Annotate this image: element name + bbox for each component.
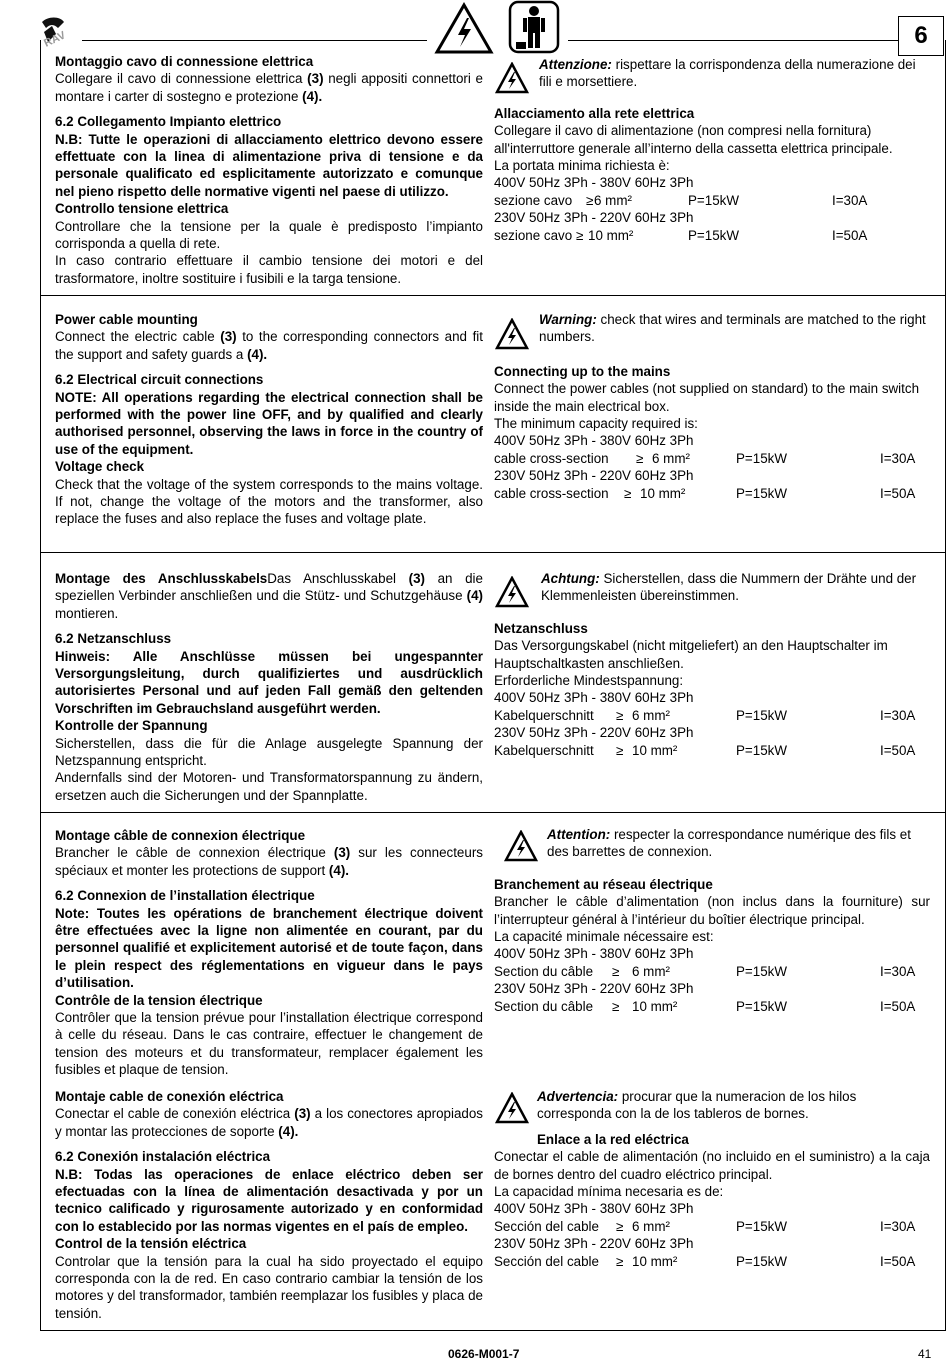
- en-paragraph-mains: Connect the power cables (not supplied on standard) to the main switch inside the main electrical box.: [494, 381, 920, 414]
- page-number: 41: [918, 1347, 932, 1361]
- fr-heading-voltage: Contrôle de la tension électrique: [55, 992, 263, 1008]
- en-voltage-230: 230V 50Hz 3Ph - 220V 60Hz 3Ph: [494, 468, 694, 484]
- fr-left-column: [55, 827, 483, 1079]
- it-paragraph-mains: Collegare il cavo di alimentazione (non compresi nella fornitura) all'interruttore generale all’interno della cassetta elettrica principale.: [494, 123, 893, 156]
- fr-voltage-400: 400V 50Hz 3Ph - 380V 60Hz 3Ph: [494, 946, 694, 962]
- es-heading-cable: Montaje cable de conexión eléctrica: [55, 1089, 284, 1104]
- es-heading-voltage: Control de la tensión eléctrica: [55, 1236, 247, 1252]
- de-paragraph-mains: Das Versorgungskabel (nicht mitgeliefert) an den Hauptschalter im Hauptschaltkasten anschließen.: [494, 638, 888, 671]
- fr-paragraph-cable: Brancher le câble de connexion électrique (3) sur les connecteurs spéciaux et monter les protections de support (4).: [55, 845, 483, 878]
- it-right-column: [494, 56, 930, 244]
- en-paragraph-cable: Connect the electric cable (3) to the corresponding connectors and fit the support and safety guards a (4).: [55, 329, 483, 362]
- svg-text:RAV: RAV: [42, 29, 68, 50]
- fr-heading-cable: Montage câble de connexion électrique: [55, 828, 306, 843]
- de-heading-mains: Netzanschluss: [494, 620, 588, 636]
- page-tab: 6: [898, 16, 944, 56]
- de-heading-voltage: Kontrolle der Spannung: [55, 718, 208, 734]
- it-paragraph-voltage: Controllare che la tensione per la quale è predisposto l’impianto corrisponda a quella di rete.: [55, 218, 483, 252]
- de-paragraph-voltage: Sicherstellen, dass die für die Anlage ausgelegte Spannung der Netzspannung entspricht.: [55, 735, 483, 769]
- es-warning: Advertencia: procurar que la numeracion de los hilos corresponda con la de los tableros de bornes.: [537, 1089, 857, 1122]
- it-capacity-label: La portata minima richiesta è:: [494, 158, 670, 174]
- en-left-column: [55, 311, 483, 528]
- en-heading-cable: Power cable mounting: [55, 312, 198, 327]
- fr-heading-mains: Branchement au réseau électrique: [494, 876, 713, 892]
- it-heading-voltage: Controllo tensione elettrica: [55, 201, 229, 217]
- de-spec-row-2: Kabelquerschnitt ≥ 10 mm² P=15kW I=50A: [494, 742, 916, 758]
- fr-spec-row-2: Section du câble ≥ 10 mm² P=15kW I=50A: [494, 998, 916, 1014]
- es-spec-row-1: Sección del cable ≥ 6 mm² P=15kW I=30A: [494, 1218, 916, 1234]
- en-heading-mains: Connecting up to the mains: [494, 363, 671, 379]
- fr-right-column: [494, 826, 930, 1015]
- en-right-column: [494, 311, 930, 502]
- fr-spec-row-1: Section du câble ≥ 6 mm² P=15kW I=30A: [494, 963, 916, 979]
- it-note: N.B: Tutte le operazioni di allacciamento elettrico devono essere effettuate con la linea di alimentazione priva di tensione e da personale qualificato ed esplicitamente autorizzato e comunque nel pieno rispetto delle normative vigenti nel paese di utilizzo.: [55, 131, 483, 199]
- es-paragraph-mains: Conectar el cable de alimentación (no incluido en el suministro) a la caja de bornes dentro del cuadro eléctrico principal.: [494, 1149, 930, 1182]
- it-warning: Attenzione: rispettare la corrispondenza della numerazione dei fili e morsettiere.: [539, 57, 916, 90]
- it-heading-mains: Allacciamento alla rete elettrica: [494, 105, 695, 121]
- en-spec-row-2: cable cross-section ≥ 10 mm² P=15kW I=50A: [494, 485, 916, 501]
- fr-warning: Attention: respecter la correspondance numérique des fils et des barrettes de connexion.: [547, 827, 911, 860]
- it-spec-row-1: sezione cavo ≥ 6 mm² P=15kW I=30A: [494, 192, 868, 208]
- es-heading-mains: Enlace a la red eléctrica: [537, 1131, 689, 1147]
- de-voltage-400: 400V 50Hz 3Ph - 380V 60Hz 3Ph: [494, 690, 694, 706]
- it-voltage-230: 230V 50Hz 3Ph - 220V 60Hz 3Ph: [494, 210, 694, 226]
- fr-paragraph-voltage: Contrôler que la tension prévue pour l’installation électrique correspond à celle du réseau. Dans le cas contraire, effectuer le changement de tension des moteurs et du transformateur, remplacer également les fusibles et plaque de tension.: [55, 1010, 483, 1078]
- es-heading-electrical: 6.2 Conexión instalación eléctrica: [55, 1149, 271, 1165]
- de-note: Hinweis: Alle Anschlüsse müssen bei ungespannter Versorgungsleitung, durch qualifiziertes und ausdrücklich autorisiertes Personal und auf jeden Fall gemäß den geltenden Vorschriften im Gebrauchsland ausgeführt werden.: [55, 648, 483, 716]
- en-note: NOTE: All operations regarding the electrical connection shall be performed with the power line OFF, and by qualified and clearly authorised personnel, observing the laws in force in the country of use of the equipment.: [55, 389, 483, 457]
- en-heading-voltage: Voltage check: [55, 459, 145, 475]
- en-paragraph-voltage: Check that the voltage of the system corresponds to the mains voltage. If not, change the voltage of the motors and the transformer, also replace the fuses and also replace the fuses and voltage plate.: [55, 476, 483, 527]
- it-heading-electrical: 6.2 Collegamento Impianto elettrico: [55, 114, 282, 130]
- es-spec-row-2: Sección del cable ≥ 10 mm² P=15kW I=50A: [494, 1253, 916, 1269]
- it-heading-cable: Montaggio cavo di connessione elettrica: [55, 54, 314, 69]
- es-right-column: [494, 1088, 930, 1270]
- en-spec-row-1: cable cross-section ≥ 6 mm² P=15kW I=30A: [494, 450, 916, 466]
- document-code: 0626-M001-7: [448, 1347, 520, 1361]
- it-paragraph-change: In caso contrario effettuare il cambio tensione dei motori e del trasformatore, inoltre sostituire i fusibili e la targa tensione.: [55, 253, 483, 286]
- es-left-column: [55, 1088, 483, 1322]
- de-paragraph-change: Andernfalls sind der Motoren- und Transformatorspannung zu ändern, ersetzen auch die Sicherungen und der Spannplatte.: [55, 770, 483, 803]
- es-paragraph-cable: Conectar el cable de conexión eléctrica (3) a los conectores apropiados y montar las protecciones de soporte (4).: [55, 1106, 483, 1139]
- es-paragraph-voltage: Controlar que la tensión para la cual ha sido proyectado el equipo corresponda con la de red. En caso contrario cambiar la tensión de los motores y del transformador, también reemplazar los fusibles y placa de tensión.: [55, 1253, 483, 1321]
- en-warning: Warning: check that wires and terminals are matched to the right numbers.: [539, 312, 926, 345]
- it-paragraph-cable: Collegare il cavo di connessione elettrica (3) negli appositi connettori e montare i carter di sostegno e protezione (4).: [55, 71, 483, 104]
- fr-voltage-230: 230V 50Hz 3Ph - 220V 60Hz 3Ph: [494, 981, 694, 997]
- de-right-column: [494, 570, 930, 759]
- en-heading-electrical: 6.2 Electrical circuit connections: [55, 372, 264, 388]
- fr-paragraph-mains: Brancher le câble d’alimentation (non inclus dans la fourniture) sur l’interrupteur général à l’intérieur du boîtier électrique principal.: [494, 894, 930, 927]
- de-voltage-230: 230V 50Hz 3Ph - 220V 60Hz 3Ph: [494, 725, 694, 741]
- fr-heading-electrical: 6.2 Connexion de l’installation électrique: [55, 888, 315, 904]
- es-note: N.B: Todas las operaciones de enlace eléctrico deben ser efectuadas con la línea de alimentación desactivada y por un tecnico calificado y rigurosamente autorizado y en conformidad con lo establecido por las normas vigentes en el país de empleo.: [55, 1166, 483, 1234]
- en-voltage-400: 400V 50Hz 3Ph - 380V 60Hz 3Ph: [494, 433, 694, 449]
- de-paragraph-cable: Montage des AnschlusskabelsDas Anschlusskabel (3) an die speziellen Verbinder anschließen und die Stütz- und Schutzgehäuse (4) montieren.: [55, 571, 483, 621]
- it-voltage-400: 400V 50Hz 3Ph - 380V 60Hz 3Ph: [494, 175, 694, 191]
- de-capacity-label: Erforderliche Mindestspannung:: [494, 673, 684, 689]
- es-capacity-label: La capacidad mínima necesaria es de:: [494, 1184, 724, 1200]
- de-spec-row-1: Kabelquerschnitt ≥ 6 mm² P=15kW I=30A: [494, 707, 916, 723]
- fr-note: Note: Toutes les opérations de branchement électrique doivent être effectuées avec la ligne non alimentée en courant, par du personnel qualifié et explicitement autorisé et de toute façon, dans le plein respect des réglementations en vigueur dans le pays d’utilisation.: [55, 905, 483, 991]
- en-capacity-label: The minimum capacity required is:: [494, 416, 698, 432]
- de-left-column: [55, 570, 483, 804]
- it-left-column: [55, 53, 483, 287]
- es-voltage-400: 400V 50Hz 3Ph - 380V 60Hz 3Ph: [494, 1201, 694, 1217]
- it-spec-row-2: sezione cavo ≥ 10 mm² P=15kW I=50A: [494, 227, 868, 243]
- fr-capacity-label: La capacité minimale nécessaire est:: [494, 929, 714, 945]
- de-warning: Achtung: Sicherstellen, dass die Nummern der Drähte und der Klemmenleisten übereinstimmen.: [541, 571, 917, 604]
- es-voltage-230: 230V 50Hz 3Ph - 220V 60Hz 3Ph: [494, 1236, 694, 1252]
- de-heading-electrical: 6.2 Netzanschluss: [55, 631, 172, 647]
